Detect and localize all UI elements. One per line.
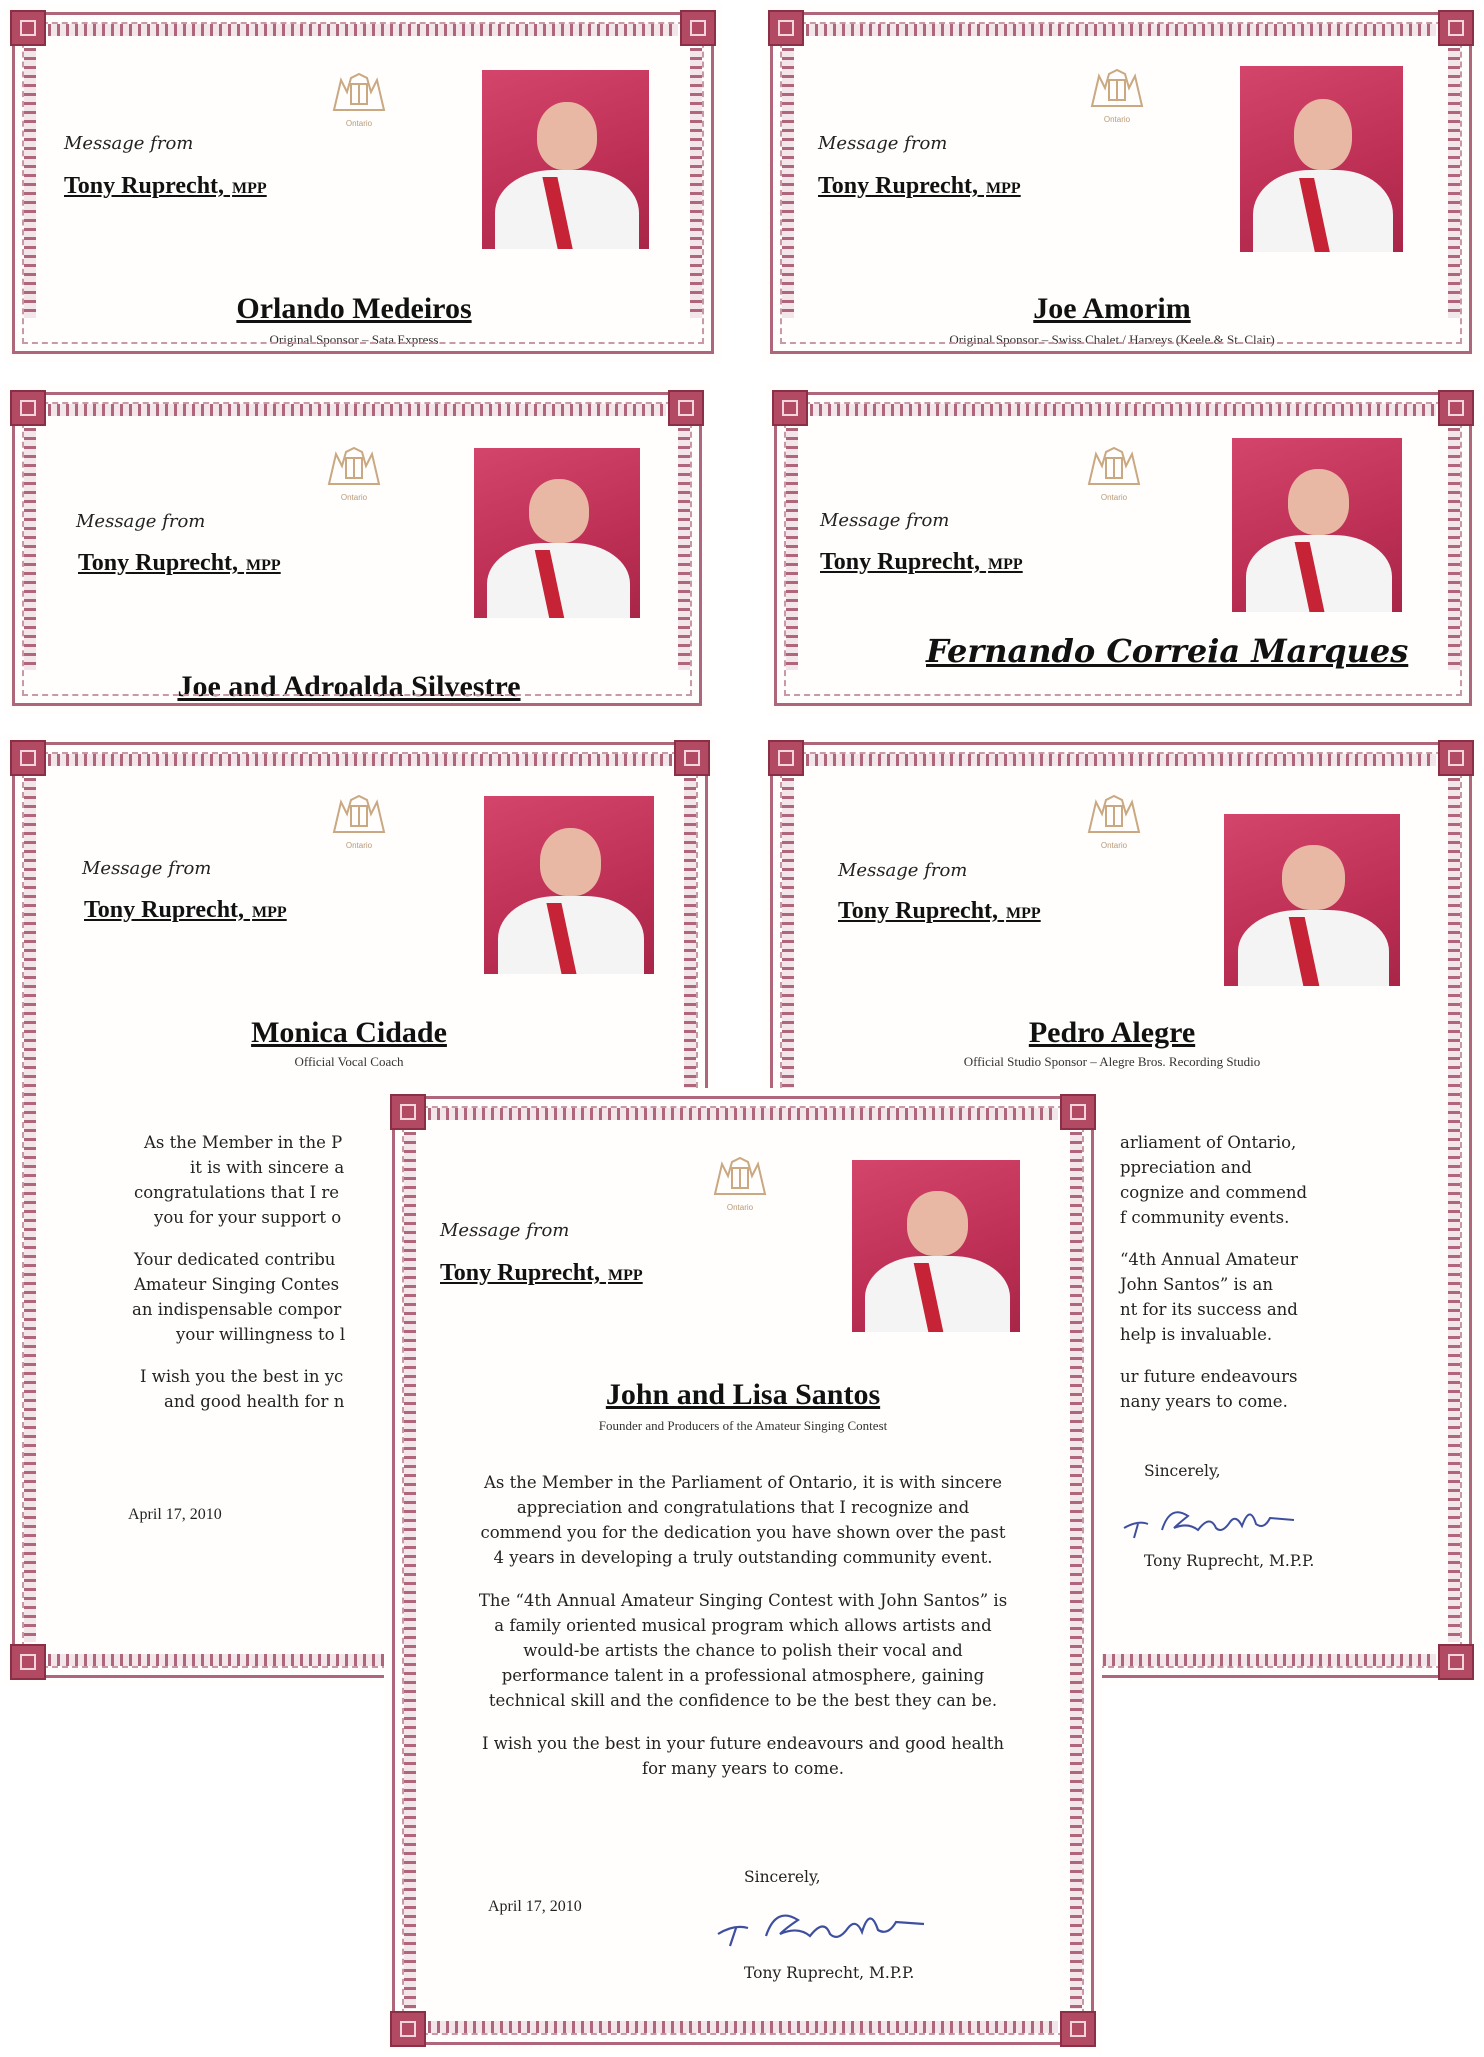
letter-line: John Santos” is an <box>1120 1275 1273 1294</box>
portrait-photo <box>484 796 654 974</box>
border-right <box>678 428 690 670</box>
certificate-orlando-medeiros <box>4 4 722 362</box>
sender-title: MPP <box>232 180 267 197</box>
letter-body <box>476 1470 1010 1799</box>
recipient-name: Orlando Medeiros <box>236 292 472 325</box>
corner-ornament <box>1060 2011 1096 2047</box>
border-top <box>810 404 1436 416</box>
recipient-name: Joe Amorim <box>1033 292 1191 325</box>
letter-date: April 17, 2010 <box>488 1898 582 1915</box>
letter-paragraph: The “4th Annual Amateur Singing Contest with John Santos” is a family oriented musical program which allows artists and would-be artists the chance to polish their vocal and performance talent in a professional atmosphere, gaining technical skill and the confidence to be the best they can be. <box>478 1591 1008 1710</box>
crest-caption: Ontario <box>1100 841 1128 850</box>
corner-ornament <box>680 10 716 46</box>
ontario-crest-icon <box>710 1154 770 1212</box>
crest-caption: Ontario <box>1100 493 1128 502</box>
sender-name <box>84 897 287 924</box>
ontario-crest-icon <box>324 444 384 502</box>
corner-ornament <box>768 740 804 776</box>
sender-name-text: Tony Ruprecht, <box>78 550 239 576</box>
corner-ornament <box>674 740 710 776</box>
letter-line: “4th Annual Amateur <box>1120 1250 1298 1269</box>
crest-caption: Ontario <box>340 493 368 502</box>
sender-title: MPP <box>986 180 1021 197</box>
border-right <box>690 48 702 318</box>
border-left <box>24 778 36 1642</box>
portrait-photo <box>1224 814 1400 986</box>
certificate-joe-amorim <box>762 4 1480 362</box>
corner-ornament <box>772 390 808 426</box>
recipient-role: Official Vocal Coach <box>294 1054 404 1069</box>
recipient-name: Fernando Correia Marques <box>926 632 1409 670</box>
message-from-label: Message from <box>838 860 968 881</box>
border-left <box>782 48 794 318</box>
recipient-role: Official Studio Sponsor – Alegre Bros. Recording Studio <box>963 1054 1261 1069</box>
portrait-photo <box>482 70 649 249</box>
crest-caption: Ontario <box>1103 115 1131 124</box>
sender-name-text: Tony Ruprecht, <box>818 173 979 199</box>
sender-name-text: Tony Ruprecht, <box>64 173 225 199</box>
letter-line: nt for its success and <box>1120 1300 1298 1319</box>
border-left <box>24 428 36 670</box>
sender-title: MPP <box>988 556 1023 573</box>
sender-name-text: Tony Ruprecht, <box>820 549 981 575</box>
signer-name: Tony Ruprecht, M.P.P. <box>1144 1552 1315 1570</box>
letter-line: and good health for n <box>164 1392 345 1411</box>
sender-name <box>820 549 1023 576</box>
letter-line: cognize and commend <box>1120 1183 1308 1202</box>
letter-line: Amateur Singing Contes <box>134 1275 340 1294</box>
recipient-name: John and Lisa Santos <box>605 1378 881 1411</box>
portrait-photo <box>1240 66 1403 252</box>
border-top <box>48 24 678 36</box>
border-left <box>404 1132 416 2009</box>
border-right <box>1070 1132 1082 2009</box>
letter-paragraph: As the Member in the Parliament of Ontario, it is with sincere appreciation and congratulations that I recognize and commend you for the dedication you have shown over the past 4 years in developing a truly outstanding community event. <box>480 1473 1006 1567</box>
corner-ornament <box>668 390 704 426</box>
recipient-name: Joe and Adroalda Silvestre <box>177 670 521 703</box>
crest-caption: Ontario <box>345 119 373 128</box>
letter-line: congratulations that I re <box>134 1183 340 1202</box>
sender-title: MPP <box>1006 905 1041 922</box>
border-left <box>786 428 798 670</box>
ontario-crest-icon <box>329 70 389 128</box>
corner-ornament <box>10 740 46 776</box>
corner-ornament <box>390 1094 426 1130</box>
message-from-label: Message from <box>818 133 948 154</box>
message-from-label: Message from <box>820 510 950 531</box>
sender-title: MPP <box>252 904 287 921</box>
border-right <box>1448 778 1460 1642</box>
corner-ornament <box>10 1644 46 1680</box>
border-top <box>48 754 672 766</box>
border-top <box>806 754 1436 766</box>
letter-line: I wish you the best in yc <box>140 1367 344 1386</box>
sender-name <box>64 173 267 200</box>
signer-name: Tony Ruprecht, M.P.P. <box>744 1964 915 1982</box>
ontario-crest-icon <box>1084 444 1144 502</box>
recipient-role: Original Sponsor – Swiss Chalet / Harveys (Keele & St. Clair) <box>949 332 1275 347</box>
letter-line: you for your support o <box>154 1208 342 1227</box>
message-from-label: Message from <box>82 858 212 879</box>
border-top <box>48 404 666 416</box>
border-bottom <box>428 2021 1058 2033</box>
sender-title: MPP <box>608 1267 643 1284</box>
corner-ornament <box>1438 390 1474 426</box>
border-top <box>806 24 1436 36</box>
message-from-label: Message from <box>76 511 206 532</box>
letter-line: your willingness to l <box>176 1325 346 1344</box>
border-right <box>1448 48 1460 318</box>
sender-name <box>440 1260 643 1287</box>
ontario-crest-icon <box>329 792 389 850</box>
sender-name <box>838 898 1041 925</box>
letter-line: ur future endeavours <box>1120 1367 1298 1386</box>
closing-sincerely: Sincerely, <box>744 1868 821 1886</box>
letter-line: As the Member in the P <box>144 1133 343 1152</box>
recipient-role: Founder and Producers of the Amateur Singing Contest <box>598 1418 888 1433</box>
certificate-silvestre <box>4 384 710 714</box>
corner-ornament <box>1438 10 1474 46</box>
letter-line: it is with sincere a <box>190 1158 345 1177</box>
recipient-role: Original Sponsor – Sata Express <box>269 332 439 347</box>
portrait-photo <box>1232 438 1402 612</box>
sender-title: MPP <box>246 557 281 574</box>
letter-line: help is invaluable. <box>1120 1325 1273 1344</box>
crest-caption: Ontario <box>726 1203 754 1212</box>
letter-date: April 17, 2010 <box>128 1506 222 1523</box>
sender-name-text: Tony Ruprecht, <box>440 1260 601 1286</box>
corner-ornament <box>390 2011 426 2047</box>
sender-name <box>818 173 1021 200</box>
portrait-photo <box>474 448 640 618</box>
letter-line: f community events. <box>1120 1208 1290 1227</box>
sender-name <box>78 550 281 577</box>
signature-image <box>1118 1494 1298 1544</box>
letter-paragraph: I wish you the best in your future endeavours and good health for many years to come. <box>482 1734 1004 1778</box>
border-top <box>428 1108 1058 1120</box>
certificate-john-lisa-santos <box>384 1088 1102 2053</box>
signature-image <box>710 1896 930 1952</box>
border-left <box>24 48 36 318</box>
closing-sincerely: Sincerely, <box>1144 1462 1221 1480</box>
certificate-fernando-correia-marques <box>766 384 1480 714</box>
border-right <box>1448 428 1460 670</box>
letter-line: nany years to come. <box>1120 1392 1288 1411</box>
sender-name-text: Tony Ruprecht, <box>838 898 999 924</box>
corner-ornament <box>768 10 804 46</box>
corner-ornament <box>10 390 46 426</box>
crest-caption: Ontario <box>345 841 373 850</box>
letter-line: ppreciation and <box>1120 1158 1252 1177</box>
corner-ornament <box>1438 1644 1474 1680</box>
recipient-name: Pedro Alegre <box>1028 1016 1196 1049</box>
ontario-crest-icon <box>1087 66 1147 124</box>
letter-line: arliament of Ontario, <box>1120 1133 1297 1152</box>
ontario-crest-icon <box>1084 792 1144 850</box>
message-from-label: Message from <box>440 1220 570 1241</box>
sender-name-text: Tony Ruprecht, <box>84 897 245 923</box>
portrait-photo <box>852 1160 1020 1332</box>
message-from-label: Message from <box>64 133 194 154</box>
corner-ornament <box>10 10 46 46</box>
corner-ornament <box>1438 740 1474 776</box>
corner-ornament <box>1060 1094 1096 1130</box>
letter-line: Your dedicated contribu <box>134 1250 336 1269</box>
letter-line: an indispensable compor <box>132 1300 342 1319</box>
recipient-name: Monica Cidade <box>251 1016 447 1049</box>
